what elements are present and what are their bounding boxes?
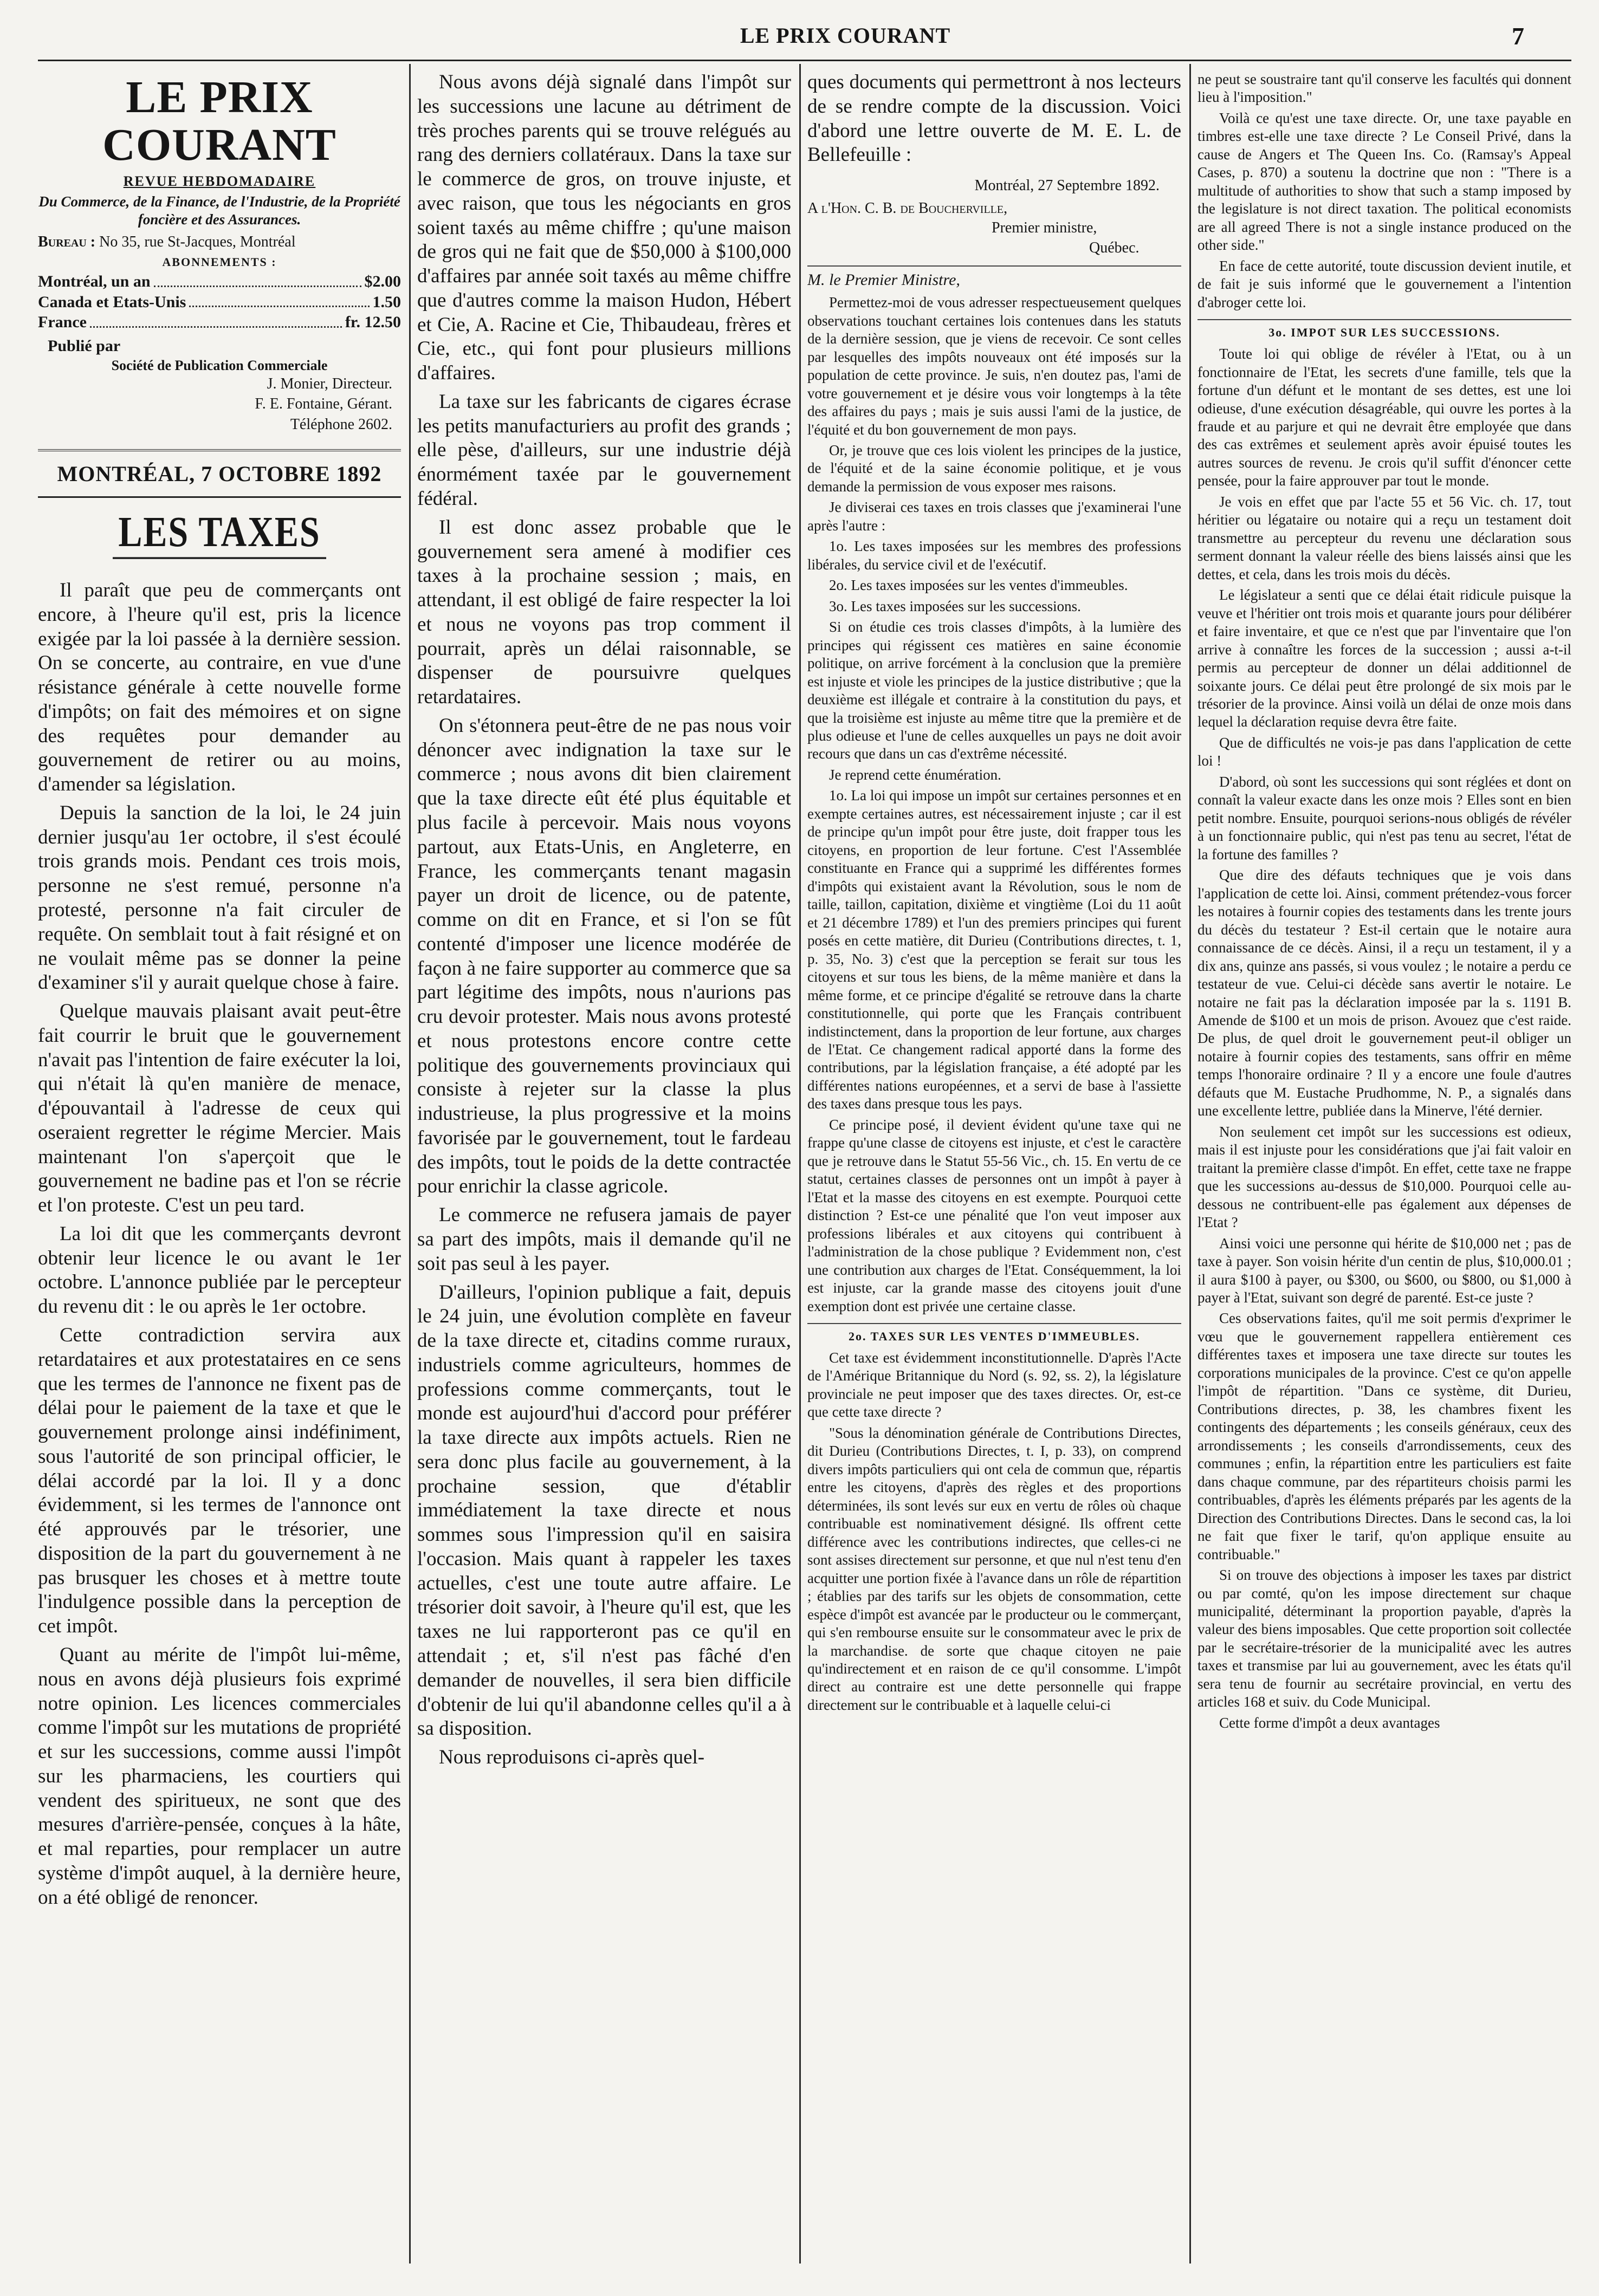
- masthead: [38, 74, 401, 435]
- addressee-line: A l'Hon. C. B. de Boucherville,: [807, 200, 1008, 217]
- paragraph: En face de cette autorité, toute discussion devient inutile, et de fait je suis informé que le gouvernement a l'intention d'abroger cette loi.: [1197, 257, 1571, 310]
- headline-text: LES TAXES: [113, 508, 326, 559]
- masthead-description: Du Commerce, de la Finance, de l'Industrie, de la Propriété foncière et des Assurances.: [38, 193, 400, 228]
- masthead-rule: [38, 449, 401, 451]
- published-by: Publié par: [48, 336, 121, 355]
- paragraph: Quant au mérite de l'impôt lui-même, nous en avons déjà plusieurs fois exprimé notre opinion. Les licences commerciales comme l'impôt sur les mutations de propriété et sur les successions, comme aussi l'impôt sur les pharmaciens, les courtiers qui vendent des spiritueux, ne sont que des mesures d'arrière-pensée, conçues à la hâte, et mal reparties, pour remplacer un autre système d'impôt auquel, à la dernière heure, on a été obligé de renoncer.: [38, 1643, 401, 1909]
- addressee-line: Québec.: [1089, 239, 1140, 256]
- section-title: 2o. TAXES SUR LES VENTES D'IMMEUBLES.: [807, 1323, 1181, 1344]
- paragraph: Je vois en effet que par l'acte 55 et 56 Vic. ch. 17, tout héritier ou légataire ou notaire qui a reçu un testament doit transmettre au percepteur du revenu une déclaration sous serment donnant la valeur réelle des biens laissés ainsi que les dettes, et cela, dans les trois mois du décès.: [1197, 493, 1571, 582]
- paragraph: Nous avons déjà signalé dans l'impôt sur les successions une lacune au détriment de très proches parents qui se trouve relégués au rang des derniers collatéraux. Dans la taxe sur le commerce de gros, on trouve injuste, et avec raison, que tous les négociants en gros soient taxés au même chiffre ; qu'une maison de gros qui ne fait que de $50,000 à $100,000 d'affaires par année soit taxés au même chiffre que d'autres comme la maison Hudon, Hébert et Cie, A. Racine et Cie, Thibaudeau, frères et Cie, etc., qui font pour plusieurs millions d'affaires.: [417, 71, 791, 385]
- section-title: 3o. IMPOT SUR LES SUCCESSIONS.: [1197, 319, 1571, 340]
- rate-row: [38, 312, 401, 333]
- addressee-line: Premier ministre,: [992, 219, 1097, 237]
- paragraph: 3o. Les taxes imposées sur les successions.: [829, 598, 1081, 614]
- staff-telephone: Téléphone 2602.: [290, 416, 392, 433]
- dateline: MONTRÉAL, 7 OCTOBRE 1892: [57, 462, 382, 487]
- paragraph: D'abord, où sont les successions qui sont réglées et dont on connaît la valeur exacte dans les onze mois ? Elles sont en bien petit nombre. Ensuite, pourquoi serions-nous obligés de révéler à un fonctionnaire public, qui n'est pas tenu au secret, l'état de la fortune des familles ?: [1197, 773, 1571, 862]
- rate-row: [38, 292, 401, 313]
- rate-place: Canada et Etats-Unis: [38, 293, 186, 311]
- paragraph: Or, je trouve que ces lois violent les principes de la justice, de l'équité et de la saine économie politique, et je vous demande la permission de vous exposer mes raisons.: [807, 442, 1181, 495]
- column-4: [1197, 70, 1571, 2281]
- paragraph: On s'étonnera peut-être de ne pas nous voir dénoncer avec indignation la taxe sur le commerce ; nous avons dit bien clairement que la taxe directe eût été plus équitable et plus facile à percevoir. Mais nous voyons partout, aux Etats-Unis, en Angleterre, en France, les commerçants tenant magasin payer un droit de licence, ou de patente, comme on dit en France, et si l'on se fût contenté d'imposer une licence modérée de façon à ne faire supporter au commerce que sa part légitime des impôts, nous n'aurions pas cru devoir protester. Mais nous avons protesté et nous protestons encore contre cette politique des gouvernements provinciaux qui consiste à rejeter sur la classe la plus industrieuse, la plus progressive et la moins favorisée par le gouvernement, tout le fardeau des impôts, tout le poids de la dette contractée pour enrichir la classe agricole.: [417, 714, 791, 1198]
- paragraph: Depuis la sanction de la loi, le 24 juin dernier jusqu'au 1er octobre, il s'est écoulé trois grands mois. Pendant ces trois mois, personne ne s'est remué, personne n'a protesté, personne n'a fait circuler de requête. On semblait tout à fait résigné et on ne voulait même pas se donner la peine d'examiner s'il y aurait quelque chose à faire.: [38, 801, 401, 994]
- letter-salutation: M. le Premier Ministre,: [807, 265, 1181, 289]
- staff-manager: F. E. Fontaine, Gérant.: [255, 395, 392, 413]
- running-title: LE PRIX COURANT: [740, 23, 951, 48]
- paragraph: Il paraît que peu de commerçants ont encore, à l'heure qu'il est, pris la licence exigée par la loi passée à la dernière session. On se concerte, au contraire, en vue d'une résistance générale à cette nouvelle forme d'impôts; on fait des mémoires et on signe des requêtes pour demander au gouvernement de retirer ou au moins, d'amender sa législation.: [38, 579, 401, 796]
- column-divider: [409, 64, 411, 2263]
- paragraph: Nous reproduisons ci-après quel-: [439, 1746, 705, 1769]
- publisher-society: Société de Publication Commerciale: [111, 357, 328, 373]
- paragraph: Je reprend cette énumération.: [829, 766, 1001, 783]
- paragraph: Je diviserai ces taxes en trois classes que j'examinerai l'une après l'autre :: [807, 499, 1181, 534]
- paragraph: Il est donc assez probable que le gouvernement sera amené à modifier ces taxes à la prochaine session ; mais, en attendant, il est obligé de faire respecter la loi et nous ne voyons pas trop comment il pourrait, après un délai raisonnable, se dispenser de poursuivre quelques retardataires.: [417, 516, 791, 709]
- header-rule: [38, 60, 1571, 61]
- masthead-subtitle: REVUE HEBDOMADAIRE: [123, 173, 316, 190]
- paragraph: Le législateur a senti que ce délai était ridicule puisque la veuve et l'héritier ont trois mois et quarante jours pour délibérer et faire inventaire, et que ce n'est que par l'inventaire que l'on arrive à connaître les forces de la succession ; aussi a-t-il permis au percepteur de donner un délai additionnel de soixante jours. Ce délai peut être prolongé de six mois par le trésorier de la province. Ainsi voilà un délai de onze mois dans lequel la déclaration requise devra être faite.: [1197, 587, 1571, 730]
- letter-body: [807, 294, 1181, 1315]
- paragraph: Si on étudie ces trois classes d'impôts, à la lumière des principes qui régissent ces matières en saine économie politique, on arrive forcément à la conclusion que la première est injuste et viole les principes de la justice distributive ; que la deuxième est illégale et contraire à la constitution du pays, et que la troisième est injuste au même titre que la première et de plus odieuse et l'une de celles auxquelles un pays ne doit avoir recours que dans un cas d'extrême nécessité.: [807, 619, 1181, 762]
- staff-director: J. Monier, Directeur.: [267, 375, 392, 392]
- paragraph: "Sous la dénomination générale de Contributions Directes, dit Durieu (Contributions Directes, t. I, p. 33), on comprend divers impôts particuliers qui ont cela de commun que, répartis entre les citoyens, d'après des règles et des proportions déterminées, ils sont levés sur eux en vertu de rôles où chaque contribuable est nominativement désigné. Ils offrent cette différence avec les contributions indirectes, que celles-ci ne sont assises directement sur personne, et que nul n'est tenu d'en acquitter une portion fixée à l'avance dans un rôle de répartition ; établies par des tarifs sur les objets de consommation, cette espèce d'impôt est avancée par le producteur ou le commerçant, qui s'en rembourse ensuite sur le consommateur avec le prix de la marchandise. de sorte que chaque citoyen ne paie qu'indirectement et en raison de ce qu'il consomme. L'impôt direct au contraire est une dette personnelle qui frappe directement sur le contribuable et à laquelle celui-ci: [807, 1424, 1181, 1713]
- paragraph: Permettez-moi de vous adresser respectueusement quelques observations touchant certaines lois contenues dans les statuts de la dernière session, que je viens de recevoir. Ce sont celles par lesquelles des impôts nouveaux ont été imposés sur la population de cette province. Je suis, n'en doutez pas, l'ami de votre gouvernement et je désire vous voir longtemps à la tête des affaires du pays ; mais je suis aussi l'ami de la justice, de l'équité et du bon gouvernement de mon pays.: [807, 294, 1181, 438]
- paragraph: Voilà ce qu'est une taxe directe. Or, une taxe payable en timbres est-elle une taxe directe ? Le Conseil Privé, dans la cause de Angers et The Queen Ins. Co. (Ramsay's Appeal Cases, p. 870) a soutenu la doctrine que non : "There is a multitude of authorities to show that such a stamp imposed by the legislature is not direct taxation. The political economists are all agreed There is not a single instance produced on the other side.": [1197, 109, 1571, 254]
- paragraph: Le commerce ne refusera jamais de payer sa part des impôts, mais il demande qu'il ne soit pas seul à les payer.: [417, 1204, 791, 1275]
- article-headline: [38, 508, 401, 559]
- paragraph: Que de difficultés ne vois-je pas dans l'application de cette loi !: [1197, 734, 1571, 769]
- section-body: [807, 1349, 1181, 1714]
- paragraph: ques documents qui permettront à nos lecteurs de se rendre compte de la discussion. Voici d'abord une lettre ouverte de M. E. L. de Bellefeuille :: [807, 71, 1181, 166]
- office-address: No 35, rue St-Jacques, Montréal: [99, 234, 296, 251]
- paragraph: Cette contradiction servira aux retardataires et aux protestataires en ce sens que les termes de l'annonce ne fixent pas de délai pour le paiement de la taxe et que le gouvernement prolonge ainsi indéfiniment, sous l'autorité de son principal officier, le délai accordé par la loi. Il y a donc évidemment, si les termes de l'annonce ont été approuvés par le trésorier, une disposition de la part du gouvernement à ne pas brusquer les choses et à mettre toute l'indulgence possible dans la perception de cet impôt.: [38, 1324, 401, 1638]
- office-line: [38, 234, 401, 251]
- paragraph: Que dire des défauts techniques que je vois dans l'application de cette loi. Ainsi, comment prétendez-vous forcer les notaires à fournir copies des testaments dans les trente jours du décès du testateur ? Est-il certain que le notaire aura connaissance de ce décès. Ainsi, il a reçu un testament, il y a dix ans, quinze ans passés, si vous voulez ; le notaire a perdu ce testateur de vue. Celui-ci décède sans avertir le notaire. Le notaire ne fait pas la déclaration imposée par la s. 1191 B. Amende de $100 et un mois de prison. Avouez que c'est raide. De plus, de quel droit le gouvernement peut-il obliger un notaire à fournir copies des testaments, sans offrir en même temps l'honoraire ordinaire ? Il y a encore une foule d'autres défauts que M. Eustache Prudhomme, N. P., a signalés dans une excellente lettre, publiée dans la Minerve, l'été dernier.: [1197, 867, 1571, 1119]
- paragraph: Ainsi voici une personne qui hérite de $10,000 net ; pas de taxe à payer. Son voisin hérite d'un centin de plus, $10,000.01 ; il aura $100 à payer, ou $300, ou $600, ou $800, ou $1,000 à payer à l'Etat, suivant son degré de parenté. Est-ce juste ?: [1197, 1235, 1571, 1306]
- rate-row: [38, 271, 401, 292]
- subscriptions-label: ABONNEMENTS :: [162, 255, 277, 269]
- letter-date: Montréal, 27 Septembre 1892.: [974, 177, 1160, 194]
- leader-dots: [189, 292, 369, 308]
- leader-dots: [90, 312, 342, 328]
- paragraph: Ces observations faites, qu'il me soit permis d'exprimer le vœu que le gouvernement rappellera entièrement ces différentes taxes et imposera une taxe directe sur toutes les corporations municipales de la province. C'est ce qu'on appelle l'impôt de répartition. "Dans ce système, dit Durieu, Contributions directes, p. 38, les chambres fixent les contingents des départements ; les conseils généraux, ceux des arrondissements ; les conseils d'arrondissements, ceux des communes ; enfin, la répartition entre les particuliers est faite dans chaque commune, par des répartiteurs choisis parmi les contribuables, d'après les éléments préparés par les agents de la Direction des Contributions Directes. Dans le second cas, la loi ne fait que fixer le tarif, qu'on applique ensuite au contribuable.": [1197, 1310, 1571, 1562]
- paragraph: ne peut se soustraire tant qu'il conserve les facultés qui donnent lieu à l'imposition.": [1197, 71, 1571, 106]
- rate-price: $2.00: [364, 273, 401, 291]
- column-divider: [799, 64, 801, 2263]
- leader-dots: [154, 271, 361, 287]
- masthead-title: LE PRIX COURANT: [102, 72, 336, 171]
- column-3: [807, 70, 1181, 2281]
- paragraph: La loi dit que les commerçants devront obtenir leur licence le ou avant le 1er octobre. L'annonce publiée par le percepteur du revenu dit : le ou après le 1er octobre.: [38, 1222, 401, 1318]
- rate-price: fr. 12.50: [345, 313, 401, 332]
- paragraph: Cette forme d'impôt a deux avantages: [1219, 1714, 1440, 1731]
- paragraph: Cet taxe est évidemment inconstitutionnelle. D'après l'Acte de l'Amérique Britannique du Nord (s. 92, ss. 2), la législature provinciale ne peut imposer que des taxes directes. Or, est-ce que cette taxe directe ?: [807, 1350, 1181, 1421]
- paragraph: Non seulement cet impôt sur les successions est odieux, mais il est injuste pour les considérations que j'ai fait valoir en traitant la première classe d'impôt. En effet, cette taxe ne frappe que les successions au-dessus de $10,000. Pourquoi celle au-dessous ne contribuent-elle pas également aux dépenses de l'Etat ?: [1197, 1123, 1571, 1231]
- column-1: [38, 70, 401, 2281]
- page-number: 7: [1512, 22, 1524, 50]
- paragraph: Quelque mauvais plaisant avait peut-être fait courrir le bruit que le gouvernement n'avait pas l'intention de faire exécuter la loi, qui n'était là qu'en manière de menace, d'épouvantail à l'adresse de ceux qui oseraient regretter le régime Mercier. Mais maintenant l'on s'aperçoit que le gouvernement ne badine pas et l'on se récrie et l'on proteste. C'est un peu tard.: [38, 1000, 401, 1217]
- paragraph: 1o. La loi qui impose un impôt sur certaines personnes et en exempte certaines autres, est nécessairement injuste ; car il est de principe qu'un impôt pour être juste, doit frapper tous les citoyens, en proportion de leur fortune. C'est l'Assemblée constituante en France qui a supprimé les différentes formes d'impôts qui existaient avant la Révolution, sous le nom de taille, taillon, capitation, dixième et vingtième (Loi du 11 août et 21 décembre 1789) et l'un des premiers principes qui furent posés en cette matière, dit Durieu (Contributions directes, t. 1, p. 35, No. 3) c'est que la perception se ferait sur tous les citoyens et sur tous les biens, de la même manière et dans la même forme, et ce principe d'égalité se retrouve dans la charte constitutionnelle, qui porte que les Français contribuent indistinctement, dans la proportion de leur fortune, aux charges de l'Etat. Ce changement radical apporté dans la forme des contributions, par la législation française, a été adopté par les différentes nations européennes, et a servi de base à l'assiette des taxes dans presque tous les pays.: [807, 787, 1181, 1112]
- column-divider: [1189, 64, 1191, 2263]
- paragraph: D'ailleurs, l'opinion publique a fait, depuis le 24 juin, une évolution complète en faveur de la taxe directe et, citadins comme ruraux, industriels comme agriculteurs, hommes de professions comme commerçants, tout le monde est aujourd'hui d'accord pour préférer la taxe directe aux impôts actuels. Rien ne sera donc plus facile au gouvernement, à la prochaine session, que d'établir immédiatement la taxe directe et nous sommes sous l'impression qu'il en saisira l'occasion. Mais quant à rappeler les taxes actuelles, c'est une toute autre affaire. Le trésorier doit savoir, à l'heure qu'il est, que les taxes ne lui rapporteront pas ce qu'il en attendait ; et, s'il n'est pas fâché d'en demander de nouvelles, il sera bien difficile d'obtenir de lui qu'il abandonne celles qu'il a à sa disposition.: [417, 1281, 791, 1740]
- paragraph: 2o. Les taxes imposées sur les ventes d'immeubles.: [829, 577, 1128, 594]
- rate-price: 1.50: [372, 293, 401, 311]
- paragraph: Si on trouve des objections à imposer les taxes par district ou par comté, qu'on les impose directement sur chaque municipalité, déterminant la proportion payable, d'après la valeur des biens imposables. Que cette proportion soit collectée par le secrétaire-trésorier de la municipalité avec les autres taxes et transmise par lui au gouvernement, avec les états qu'il sera tenu de fournir au secrétaire provincial, en vertu des articles 168 et suiv. du Code Municipal.: [1197, 1567, 1571, 1710]
- article-body-col1: [38, 579, 401, 1910]
- office-label: Bureau :: [38, 234, 96, 251]
- paragraph: Ce principe posé, il devient évident qu'une taxe qui ne frappe qu'une classe de citoyens est injuste, et c'est le caractère que je retrouve dans le Statut 55-56 Vic., ch. 15. En vertu de ce statut, certaines classes de personnes ont un impôt à payer à l'Etat et la masse des citoyens en est exempte. Pourquoi cette distinction ? Est-ce une pénalité que l'on veut imposer aux professions libérales et aux citoyens qui contribuent à l'administration de la chose publique ? Evidemment non, c'est une contribution aux charges de l'Etat. Conséquemment, la loi est injuste, car la grande masse des citoyens jouit d'une exemption dont est privée une certaine classe.: [807, 1116, 1181, 1314]
- letter-addressee: [807, 199, 1181, 258]
- rate-place: Montréal, un an: [38, 273, 151, 291]
- paragraph: 1o. Les taxes imposées sur les membres des professions libérales, du service civil et de l'exécutif.: [807, 538, 1181, 573]
- column-2: [417, 70, 791, 2281]
- paragraph: La taxe sur les fabricants de cigares écrase les petits manufacturiers au profit des grands ; elle pèse, d'ailleurs, sur une industrie déjà énormément taxée par le gouvernement fédéral.: [417, 390, 791, 510]
- staff-list: [38, 374, 401, 435]
- rate-place: France: [38, 313, 87, 332]
- dateline-rule: [38, 496, 401, 498]
- paragraph: Toute loi qui oblige de révéler à l'Etat, ou à un fonctionnaire de l'Etat, les secrets d'une famille, tels que la fortune d'un défunt et le montant de ses dettes, est une loi odieuse, d'une exécution désagréable, qui ouvre les portes à la fraude et au parjure et qui ne devrait être employée que dans des cas extrêmes et seulement après avoir épuisé toutes les autres sources de revenu. Je crois qu'il suffit d'énoncer cette pensée, pour la faire approuver par tout le monde.: [1197, 346, 1571, 489]
